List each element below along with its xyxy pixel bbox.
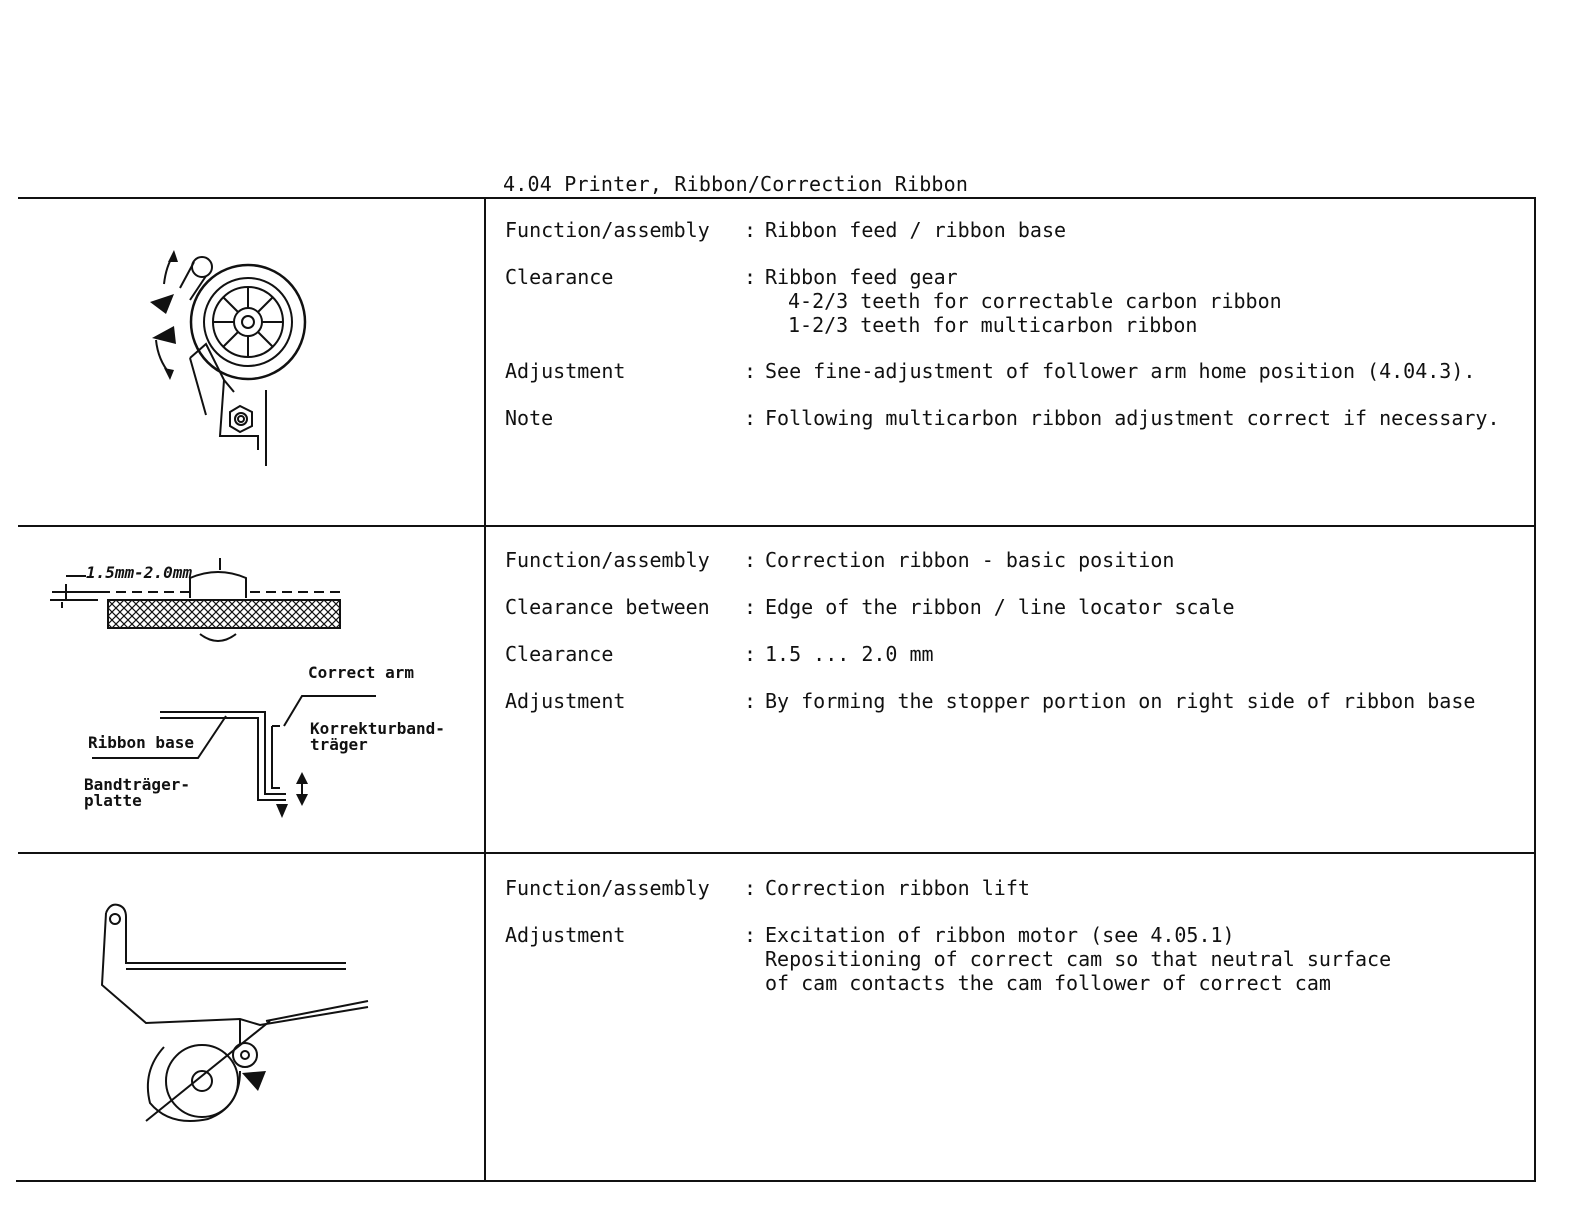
correction-ribbon-lift-diagram xyxy=(90,895,390,1135)
measure-label: 1.5mm-2.0mm xyxy=(86,563,192,582)
korrekturband-label-1: Korrekturband- xyxy=(310,719,445,738)
ribbon-base-label: Ribbon base xyxy=(88,733,194,752)
table-top-border xyxy=(18,197,1536,199)
table-right-border xyxy=(1534,197,1536,1182)
correct-arm-label: Correct arm xyxy=(308,663,414,682)
ribbon-feed-gear-diagram xyxy=(130,240,330,480)
page-title: 4.04 Printer, Ribbon/Correction Ribbon xyxy=(503,172,969,196)
bandtraeger-label-2: platte xyxy=(84,791,142,810)
korrekturband-label-2: träger xyxy=(310,735,368,754)
bandtraeger-label-1: Bandträger- xyxy=(84,775,190,794)
table-bottom-border xyxy=(16,1180,1536,1182)
table-divider-2 xyxy=(18,852,1536,854)
correction-ribbon-position-diagram xyxy=(40,548,460,828)
table-divider-1 xyxy=(18,525,1536,527)
column-divider xyxy=(484,197,486,1182)
